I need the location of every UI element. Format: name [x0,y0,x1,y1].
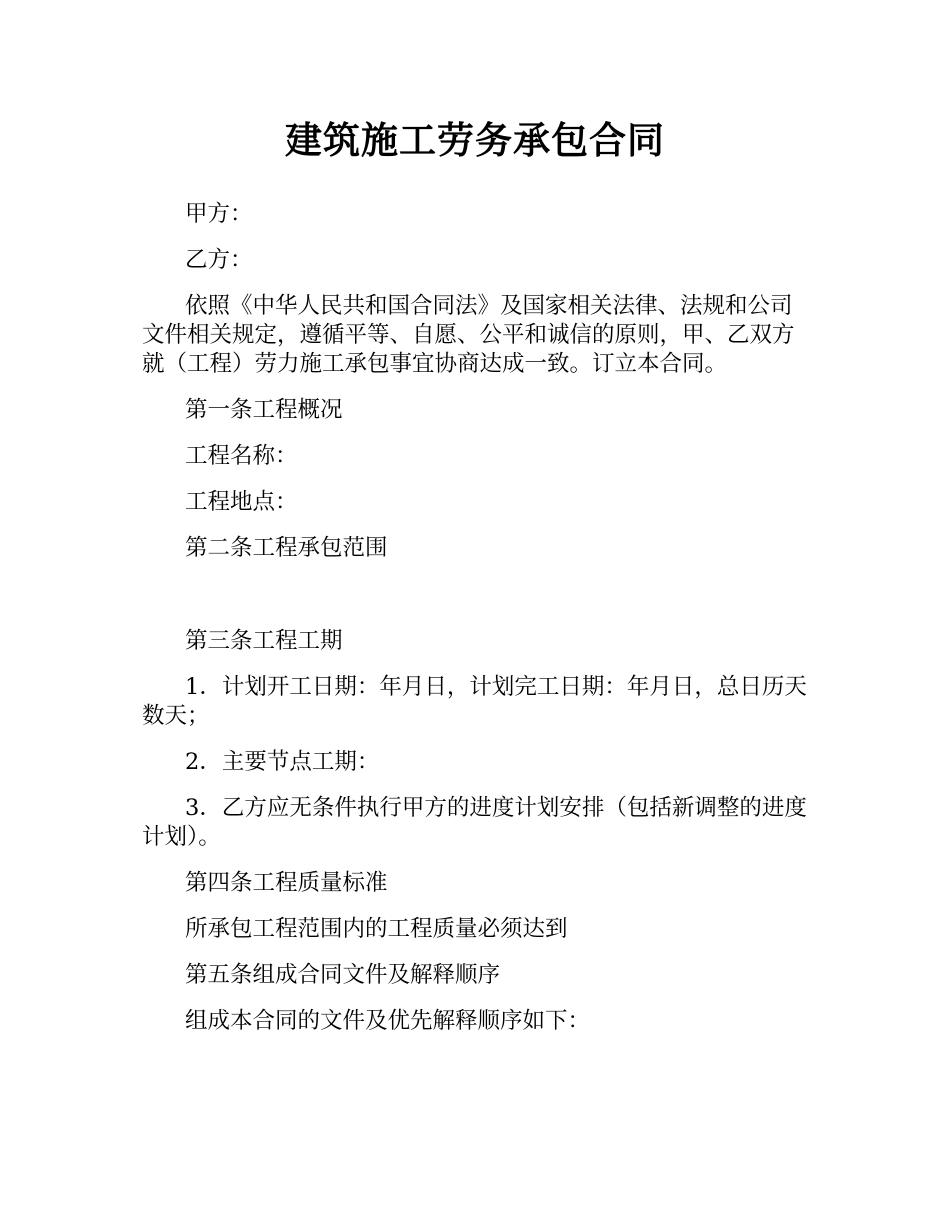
document-title: 建筑施工劳务承包合同 [285,119,665,162]
quality-standard-line: 所承包工程范围内的工程质量必须达到 [185,916,568,942]
project-location-line: 工程地点： [185,489,298,515]
document-order-line: 组成本合同的文件及优先解释顺序如下： [185,1008,591,1034]
schedule-item-2: 2．主要节点工期： [185,749,380,775]
schedule-item-1: 1．计划开工日期：年月日，计划完工日期：年月日，总日历天数天； [142,674,807,729]
project-name-line: 工程名称： [185,443,298,469]
document-body [142,200,812,1053]
preamble-paragraph: 依照《中华人民共和国合同法》及国家相关法律、法规和公司文件相关规定，遵循平等、自愿、公平和诚信的原则，甲、乙双方就（工程）劳力施工承包事宜协商达成一致。订立本合同。 [142,293,795,377]
party-b-line: 乙方： [185,247,253,273]
article-1-heading: 第一条工程概况 [185,397,343,423]
article-4-heading: 第四条工程质量标准 [185,870,388,896]
article-5-heading: 第五条组成合同文件及解释顺序 [185,962,501,988]
party-a-line: 甲方： [185,201,253,227]
article-3-heading: 第三条工程工期 [185,628,343,654]
article-2-heading: 第二条工程承包范围 [185,535,388,561]
schedule-item-3: 3．乙方应无条件执行甲方的进度计划安排（包括新调整的进度计划）。 [142,795,807,850]
